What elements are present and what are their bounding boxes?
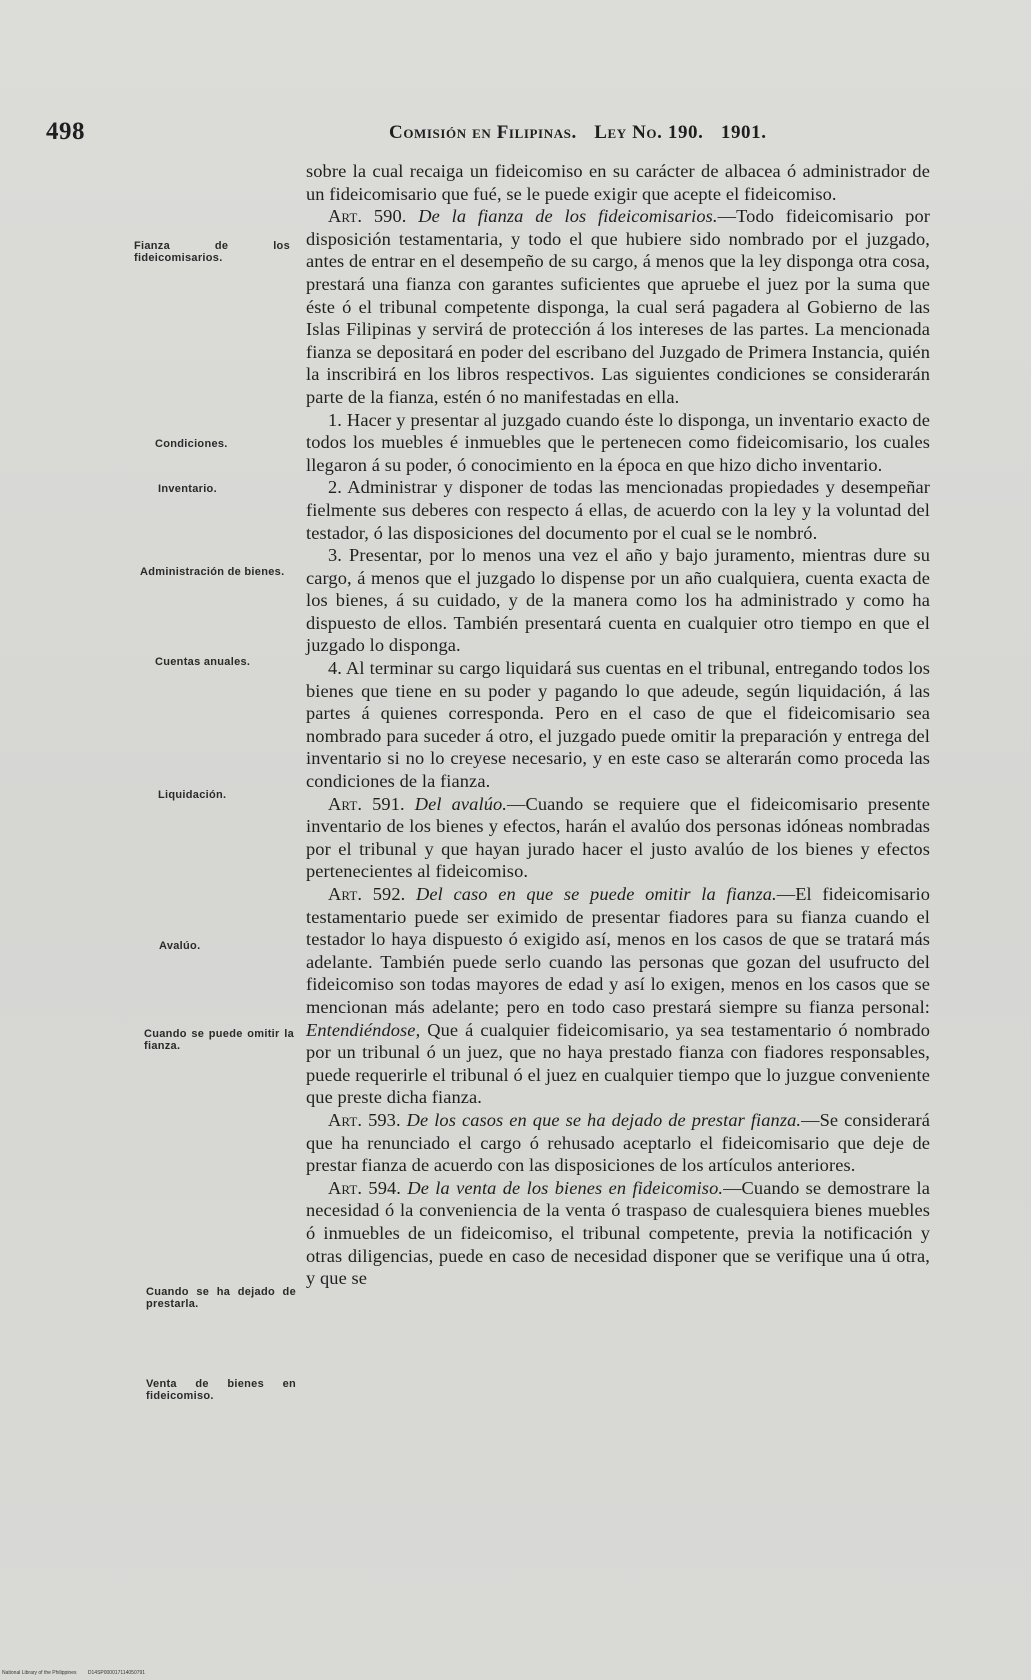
article-594-label: Art. 594.: [328, 1177, 402, 1198]
article-590-text: —Todo fideicomisario por disposición testamentaria, y todo el que hubiere sido nombrado por el juzgado, antes de entrar en el desempeño de su cargo, á menos que la ley disponga otra cosa, prestará una fianza con garantes suficientes que apruebe el juez por la suma que éste ó el tribunal competente disponga, la cual será pagadera al Gobierno de las Islas Filipinas y servirá de protección á los intereses de las partes. La mencionada fianza se depositará en poder del escribano del Juzgado de Primera Instancia, quién la inscribirá en los libros respectivos. Las siguientes condiciones se considerarán parte de la fianza, estén ó no manifestadas en ella.: [306, 206, 930, 407]
article-591-text: —Cuando se requiere que el fideicomisario presente inventario de los bienes y efectos, harán el avalúo dos personas idóneas nombradas por el tribunal y que hayan jurado hacer el justo avalúo de los bienes y efectos pertenecientes al fideicomiso.: [306, 793, 930, 882]
article-590: [306, 205, 930, 408]
margin-note-avaluo: Avalúo.: [159, 940, 201, 952]
condition-4: 4. Al terminar su cargo liquidará sus cuentas en el tribunal, entregando todos los bienes que tiene en su poder y pagando lo que adeude, según liquidación, á las partes á quienes corresponda. Pero en el caso de que el fideicomisario sea nombrado para suceder á otro, el juzgado puede omitir la preparación y entrega del inventario si no lo creyese necesario, y en este caso se alterarán como proceda las condiciones de la fianza.: [306, 658, 930, 792]
article-592-text-2: Que á cualquier fideicomisario, ya sea testamentario ó nombrado por un tribunal ó un juez, que no haya prestado fianza con fiadores responsables, puede requerirle el tribunal ó el juez en cualquier tiempo que lo juzgue conveniente que preste dicha fianza.: [306, 1019, 930, 1108]
margin-note-omitir-fianza: Cuando se puede omitir la fianza.: [144, 1028, 294, 1052]
margin-note-inventario: Inventario.: [158, 483, 217, 495]
article-593-title: De los casos en que se ha dejado de prestar fianza.: [406, 1109, 802, 1130]
margin-note-dejado-prestarla: Cuando se ha dejado de prestarla.: [146, 1286, 296, 1310]
margin-note-venta-bienes: Venta de bienes en fideicomiso.: [146, 1378, 296, 1402]
footer-library: National Library of the Philippines: [2, 1670, 77, 1676]
article-593: [306, 1109, 930, 1177]
margin-note-liquidacion: Liquidación.: [158, 789, 227, 801]
article-592-proviso: Entendiéndose,: [306, 1019, 421, 1040]
running-head-commission: Comisión en Filipinas.: [389, 122, 577, 143]
margin-notes: [0, 0, 300, 1680]
margin-note-condiciones: Condiciones.: [155, 438, 228, 450]
article-591: [306, 793, 930, 883]
margin-note-administracion: Administración de bienes.: [140, 566, 285, 578]
margin-note-cuentas-anuales: Cuentas anuales.: [155, 656, 251, 668]
running-head: [389, 122, 779, 144]
article-593-label: Art. 593.: [328, 1109, 401, 1130]
article-591-title: Del avalúo.: [414, 793, 507, 814]
body-text: [306, 160, 930, 1290]
article-592-label: Art. 592.: [328, 884, 406, 904]
article-592-title: Del caso en que se puede omitir la fianza.: [415, 884, 777, 904]
article-593-text: —Se considerará que ha renunciado el cargo ó rehusado aceptarlo el fideicomisario que deje de prestar fianza de acuerdo con las disposiciones de los artículos anteriores.: [306, 1109, 930, 1176]
article-591-label: Art. 591.: [328, 793, 405, 814]
running-head-year: 1901.: [720, 122, 767, 143]
margin-note-fianza: Fianza de los fideicomisarios.: [134, 240, 290, 264]
article-594-title: De la venta de los bienes en fideicomiso.: [407, 1177, 724, 1198]
condition-1: 1. Hacer y presentar al juzgado cuando éste lo disponga, un inventario exacto de todos los muebles é inmuebles que le pertenecen como fideicomisario, los cuales llegaron á su poder, ó conocimiento en la época en que hizo dicho inventario.: [306, 409, 930, 475]
article-592-text-1: —El fideicomisario testamentario puede ser eximido de presentar fiadores para su fianza cuando el testador lo haya dispuesto ó exigido así, menos en los casos de que se tratará más adelante. También puede serlo cuando las personas que gozan del usufructo del fideicomiso son todas mayores de edad y así lo exigen, menos en los casos que se mencionan más adelante; pero en todo caso prestará siempre su fianza personal:: [306, 884, 930, 1017]
paragraph-continuation: sobre la cual recaiga un fideicomiso en su carácter de albacea ó administrador de un fideicomisario que fué, se le puede exigir que acepte el fideicomiso.: [306, 161, 930, 204]
article-590-label: Art. 590.: [328, 206, 407, 227]
running-head-law: Ley No. 190.: [594, 122, 704, 143]
article-594: [306, 1177, 930, 1290]
article-590-title: De la fianza de los fideicomisarios.: [418, 206, 718, 227]
footer-id: D14SP000017114050791: [87, 1670, 146, 1676]
condition-2: 2. Administrar y disponer de todas las mencionadas propiedades y desempeñar fielmente sus deberes con respecto á ellas, de acuerdo con la ley y la voluntad del testador, ó las disposiciones del documento por el cual se le nombró.: [306, 477, 930, 543]
article-592: [306, 883, 930, 1109]
condition-3: 3. Presentar, por lo menos una vez el año y bajo juramento, mientras dure su cargo, á menos que el juzgado lo dispense por un año cualquiera, cuenta exacta de los bienes, á su cuidado, y de la manera como los ha administrado y como ha dispuesto de ellos. También presentará cuenta en cualquier otro tiempo en que el juzgado lo disponga.: [306, 545, 930, 656]
scan-footer: [2, 1670, 155, 1676]
article-594-text: —Cuando se demostrare la necesidad ó la conveniencia de la venta ó traspaso de cualesquiera bienes muebles ó inmuebles de un fideicomiso, el tribunal competente, previa la notificación y otras diligencias, puede en caso de necesidad disponer que se verifique una ú otra, y que se: [306, 1177, 930, 1289]
page-number: 498: [46, 118, 85, 145]
